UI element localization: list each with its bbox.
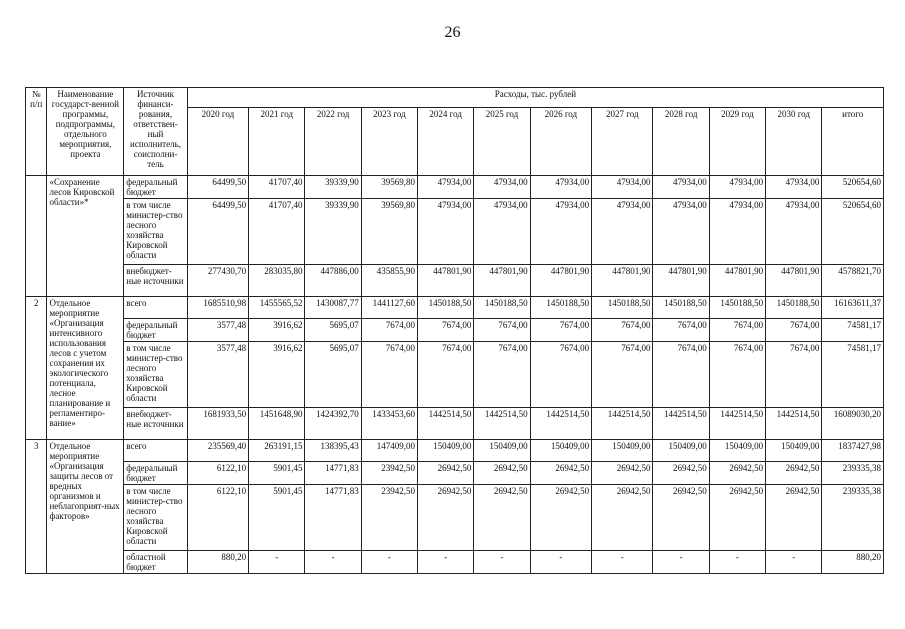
value-cell: 47934,00	[709, 176, 765, 199]
value-cell: 47934,00	[766, 176, 822, 199]
value-cell: 435855,90	[361, 265, 417, 297]
value-cell: 447801,90	[530, 265, 591, 297]
value-cell: 150409,00	[530, 440, 591, 462]
value-cell: 47934,00	[653, 199, 709, 265]
row-source: в том числе министер-ство лесного хозяйства Кировской области	[124, 485, 187, 551]
row-source: федеральный бюджет	[124, 176, 187, 199]
value-cell: 16163611,37	[822, 297, 884, 319]
value-cell: 7674,00	[766, 342, 822, 408]
col-header-year: 2020 год	[187, 108, 248, 176]
value-cell: 263191,15	[249, 440, 305, 462]
row-source: всего	[124, 440, 187, 462]
table-row	[26, 485, 884, 551]
table-row	[26, 462, 884, 485]
value-cell: 447801,90	[766, 265, 822, 297]
value-cell: 14771,83	[305, 462, 361, 485]
value-cell: 1455565,52	[249, 297, 305, 319]
value-cell: 1450188,50	[709, 297, 765, 319]
value-cell: 1442514,50	[530, 408, 591, 440]
row-name: Отдельное мероприятие «Организация интенсивного использования лесов с учетом сохранения их экологического потенциала, лесное планирование и регламентиро-вание»	[47, 297, 124, 440]
value-cell: 150409,00	[592, 440, 653, 462]
value-cell: 880,20	[822, 551, 884, 574]
row-number	[26, 176, 47, 297]
value-cell: 1430087,77	[305, 297, 361, 319]
value-cell: 1442514,50	[709, 408, 765, 440]
value-cell: 26942,50	[530, 485, 591, 551]
value-cell: 7674,00	[530, 319, 591, 342]
value-cell: 5901,45	[249, 462, 305, 485]
table-row	[26, 408, 884, 440]
value-cell: 1450188,50	[530, 297, 591, 319]
row-number: 3	[26, 440, 47, 574]
value-cell: -	[418, 551, 474, 574]
value-cell: 47934,00	[418, 199, 474, 265]
value-cell: 26942,50	[709, 485, 765, 551]
value-cell: 1424392,70	[305, 408, 361, 440]
value-cell: 26942,50	[709, 462, 765, 485]
value-cell: -	[766, 551, 822, 574]
value-cell: 447801,90	[418, 265, 474, 297]
value-cell: 26942,50	[766, 485, 822, 551]
value-cell: 47934,00	[474, 199, 530, 265]
value-cell: 7674,00	[766, 319, 822, 342]
value-cell: 1442514,50	[592, 408, 653, 440]
value-cell: 26942,50	[592, 462, 653, 485]
table-row	[26, 176, 884, 199]
row-source: всего	[124, 297, 187, 319]
value-cell: 1442514,50	[653, 408, 709, 440]
value-cell: 7674,00	[361, 342, 417, 408]
table-row	[26, 265, 884, 297]
value-cell: 239335,38	[822, 462, 884, 485]
row-name: «Сохранение лесов Кировской области»*	[47, 176, 124, 297]
value-cell: 74581,17	[822, 342, 884, 408]
value-cell: 14771,83	[305, 485, 361, 551]
col-header-name: Наименование государст-венной программы, подпрограммы, отдельного мероприятия, проекта	[47, 88, 124, 176]
value-cell: 6122,10	[187, 462, 248, 485]
value-cell: -	[592, 551, 653, 574]
table-row	[26, 440, 884, 462]
value-cell: 47934,00	[766, 199, 822, 265]
value-cell: 3916,62	[249, 319, 305, 342]
row-source: внебюджет-ные источники	[124, 265, 187, 297]
value-cell: -	[305, 551, 361, 574]
value-cell: 26942,50	[592, 485, 653, 551]
value-cell: 3577,48	[187, 319, 248, 342]
value-cell: 277430,70	[187, 265, 248, 297]
value-cell: 4578821,70	[822, 265, 884, 297]
value-cell: 1450188,50	[418, 297, 474, 319]
value-cell: 41707,40	[249, 199, 305, 265]
col-header-year: 2030 год	[766, 108, 822, 176]
value-cell: 7674,00	[592, 342, 653, 408]
value-cell: 26942,50	[530, 462, 591, 485]
value-cell: 47934,00	[653, 176, 709, 199]
value-cell: 64499,50	[187, 176, 248, 199]
col-header-number: № п/п	[26, 88, 47, 176]
value-cell: 520654,60	[822, 176, 884, 199]
value-cell: 7674,00	[530, 342, 591, 408]
col-header-year: 2023 год	[361, 108, 417, 176]
value-cell: 23942,50	[361, 462, 417, 485]
table-row	[26, 199, 884, 265]
value-cell: 47934,00	[474, 176, 530, 199]
value-cell: 6122,10	[187, 485, 248, 551]
value-cell: 7674,00	[418, 342, 474, 408]
value-cell: 7674,00	[709, 319, 765, 342]
value-cell: -	[474, 551, 530, 574]
value-cell: 39339,90	[305, 176, 361, 199]
value-cell: 39339,90	[305, 199, 361, 265]
value-cell: 5695,07	[305, 319, 361, 342]
value-cell: 26942,50	[653, 485, 709, 551]
value-cell: 26942,50	[766, 462, 822, 485]
value-cell: 1441127,60	[361, 297, 417, 319]
value-cell: 1442514,50	[418, 408, 474, 440]
value-cell: 26942,50	[418, 485, 474, 551]
value-cell: 1685510,98	[187, 297, 248, 319]
col-header-year: 2021 год	[249, 108, 305, 176]
value-cell: 283035,80	[249, 265, 305, 297]
value-cell: 5901,45	[249, 485, 305, 551]
value-cell: 150409,00	[474, 440, 530, 462]
value-cell: 1433453,60	[361, 408, 417, 440]
row-source: федеральный бюджет	[124, 319, 187, 342]
col-header-year: 2024 год	[418, 108, 474, 176]
value-cell: 7674,00	[653, 342, 709, 408]
value-cell: 150409,00	[709, 440, 765, 462]
value-cell: 7674,00	[592, 319, 653, 342]
value-cell: 74581,17	[822, 319, 884, 342]
value-cell: 447801,90	[709, 265, 765, 297]
value-cell: -	[361, 551, 417, 574]
value-cell: 447801,90	[592, 265, 653, 297]
value-cell: 64499,50	[187, 199, 248, 265]
value-cell: 1837427,98	[822, 440, 884, 462]
value-cell: 147409,00	[361, 440, 417, 462]
col-header-year: итого	[822, 108, 884, 176]
value-cell: 7674,00	[474, 319, 530, 342]
value-cell: 39569,80	[361, 199, 417, 265]
value-cell: 1442514,50	[766, 408, 822, 440]
row-source: областной бюджет	[124, 551, 187, 574]
value-cell: 239335,38	[822, 485, 884, 551]
row-source: внебюджет-ные источники	[124, 408, 187, 440]
value-cell: 41707,40	[249, 176, 305, 199]
page-number: 26	[444, 24, 461, 41]
value-cell: 23942,50	[361, 485, 417, 551]
table-row	[26, 297, 884, 319]
value-cell: 1681933,50	[187, 408, 248, 440]
row-number: 2	[26, 297, 47, 440]
value-cell: -	[653, 551, 709, 574]
value-cell: 5695,07	[305, 342, 361, 408]
value-cell: 1450188,50	[592, 297, 653, 319]
row-name: Отдельное мероприятие «Организация защиты лесов от вредных организмов и неблагоприят-ных факторов»	[47, 440, 124, 574]
value-cell: 7674,00	[653, 319, 709, 342]
value-cell: 26942,50	[474, 462, 530, 485]
value-cell: -	[709, 551, 765, 574]
value-cell: 447801,90	[653, 265, 709, 297]
col-header-year: 2025 год	[474, 108, 530, 176]
table-row	[26, 319, 884, 342]
value-cell: 520654,60	[822, 199, 884, 265]
col-header-year: 2022 год	[305, 108, 361, 176]
value-cell: 7674,00	[709, 342, 765, 408]
value-cell: 1442514,50	[474, 408, 530, 440]
value-cell: 1450188,50	[474, 297, 530, 319]
value-cell: 7674,00	[418, 319, 474, 342]
value-cell: 235569,40	[187, 440, 248, 462]
value-cell: 150409,00	[653, 440, 709, 462]
row-source: федеральный бюджет	[124, 462, 187, 485]
col-header-expenses: Расходы, тыс. рублей	[187, 88, 883, 108]
value-cell: 138395,43	[305, 440, 361, 462]
expenses-table	[25, 87, 884, 574]
value-cell: -	[249, 551, 305, 574]
row-source: в том числе министер-ство лесного хозяйства Кировской области	[124, 342, 187, 408]
value-cell: 447886,00	[305, 265, 361, 297]
col-header-year: 2028 год	[653, 108, 709, 176]
value-cell: 26942,50	[418, 462, 474, 485]
col-header-year: 2029 год	[709, 108, 765, 176]
col-header-year: 2026 год	[530, 108, 591, 176]
col-header-source: Источник финанси-рования, ответствен-ный исполнитель, соисполни-тель	[124, 88, 187, 176]
value-cell: 3577,48	[187, 342, 248, 408]
value-cell: 47934,00	[592, 199, 653, 265]
value-cell: 47934,00	[530, 176, 591, 199]
value-cell: 1450188,50	[653, 297, 709, 319]
value-cell: 47934,00	[592, 176, 653, 199]
value-cell: 47934,00	[530, 199, 591, 265]
value-cell: 3916,62	[249, 342, 305, 408]
value-cell: -	[530, 551, 591, 574]
value-cell: 26942,50	[474, 485, 530, 551]
value-cell: 880,20	[187, 551, 248, 574]
value-cell: 150409,00	[418, 440, 474, 462]
value-cell: 47934,00	[709, 199, 765, 265]
value-cell: 26942,50	[653, 462, 709, 485]
col-header-year: 2027 год	[592, 108, 653, 176]
value-cell: 7674,00	[474, 342, 530, 408]
value-cell: 447801,90	[474, 265, 530, 297]
header-row	[26, 88, 884, 108]
table-row	[26, 342, 884, 408]
table-row	[26, 551, 884, 574]
value-cell: 7674,00	[361, 319, 417, 342]
value-cell: 150409,00	[766, 440, 822, 462]
value-cell: 1450188,50	[766, 297, 822, 319]
value-cell: 39569,80	[361, 176, 417, 199]
row-source: в том числе министер-ство лесного хозяйства Кировской области	[124, 199, 187, 265]
value-cell: 47934,00	[418, 176, 474, 199]
value-cell: 1451648,90	[249, 408, 305, 440]
value-cell: 16089030,20	[822, 408, 884, 440]
